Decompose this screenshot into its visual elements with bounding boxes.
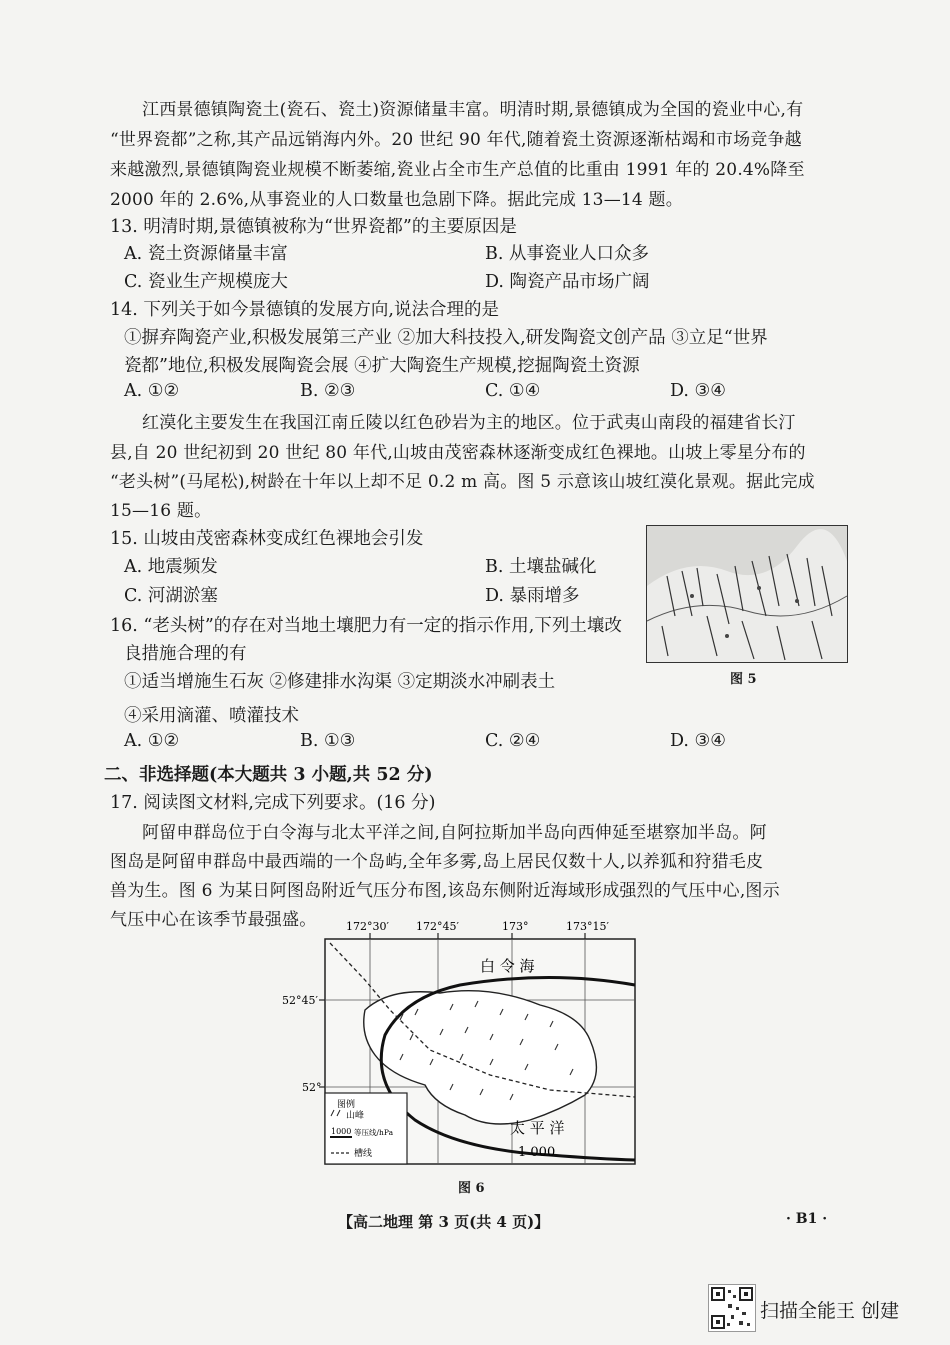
q13-option-a[interactable]: A. 瓷土资源储量丰富 — [124, 244, 288, 264]
lon-label-4: 173°15′ — [566, 920, 609, 933]
q16-stem-line2: 良措施合理的有 — [124, 644, 247, 664]
q14-option-c[interactable]: C. ①④ — [485, 381, 541, 401]
page-footer: 【高二地理 第 3 页(共 4 页)】 — [338, 1213, 550, 1231]
q17-line1: 阿留申群岛位于白令海与北太平洋之间,自阿拉斯加半岛向西伸延至堪察加半岛。阿 — [142, 823, 767, 843]
q17-line4: 气压中心在该季节最强盛。 — [110, 910, 317, 930]
legend-isobar-number: 1000 — [331, 1127, 352, 1136]
intro1-line4: 2000 年的 2.6%,从事瓷业的人口数量也急剧下降。据此完成 13—14 题。 — [110, 190, 683, 210]
q14-statement-line2: 瓷都”地位,积极发展陶瓷会展 ④扩大陶瓷生产规模,挖掘陶瓷土资源 — [124, 356, 640, 376]
lat-label-2: 52° — [302, 1081, 322, 1094]
intro2-line4: 15—16 题。 — [110, 501, 212, 521]
q17-stem: 17. 阅读图文材料,完成下列要求。(16 分) — [110, 793, 436, 813]
q15-option-c[interactable]: C. 河湖淤塞 — [124, 586, 218, 606]
q14-stem: 14. 下列关于如今景德镇的发展方向,说法合理的是 — [110, 300, 499, 320]
intro1-line3: 来越激烈,景德镇陶瓷业规模不断萎缩,瓷业占全市生产总值的比重由 1991 年的 20.4%降至 — [110, 160, 805, 180]
q14-option-a[interactable]: A. ①② — [124, 381, 180, 401]
q17-line2: 图岛是阿留申群岛中最西端的一个岛屿,全年多雾,岛上居民仅数十人,以养狐和狩猎毛皮 — [110, 852, 764, 872]
legend-trough-label: 槽线 — [354, 1149, 373, 1159]
q17-line3: 兽为生。图 6 为某日阿图岛附近气压分布图,该岛东侧附近海域形成强烈的气压中心,图示 — [110, 881, 780, 901]
lon-label-1: 172°30′ — [346, 920, 389, 933]
intro2-line2: 县,自 20 世纪初到 20 世纪 80 年代,山坡由茂密森林逐渐变成红色裸地。山坡上零星分布的 — [110, 443, 806, 463]
q15-option-d[interactable]: D. 暴雨增多 — [485, 586, 580, 606]
intro1-line2: “世界瓷都”之称,其产品远销海内外。20 世纪 90 年代,随着瓷土资源逐渐枯竭和市场竞争越 — [110, 130, 802, 150]
q16-option-d[interactable]: D. ③④ — [670, 731, 726, 751]
lon-label-3: 173° — [502, 920, 529, 933]
q16-stem-line1: 16. “老头树”的存在对当地土壤肥力有一定的指示作用,下列土壤改 — [110, 616, 622, 636]
intro1-line1: 江西景德镇陶瓷土(瓷石、瓷土)资源储量丰富。明清时期,景德镇成为全国的瓷业中心,有 — [142, 100, 804, 120]
intro2-line3: “老头树”(马尾松),树龄在十年以上却不足 0.2 m 高。图 5 示意该山坡红漠化景观。据此完成 — [110, 472, 815, 492]
q13-option-c[interactable]: C. 瓷业生产规模庞大 — [124, 272, 288, 292]
q15-option-a[interactable]: A. 地震频发 — [124, 557, 218, 577]
q15-stem: 15. 山坡由茂密森林变成红色裸地会引发 — [110, 529, 424, 549]
q13-option-d[interactable]: D. 陶瓷产品市场广阔 — [485, 272, 650, 292]
figure-5-hillside-image — [646, 525, 848, 663]
lon-label-2: 172°45′ — [416, 920, 459, 933]
q16-option-a[interactable]: A. ①② — [124, 731, 180, 751]
figure-6-pressure-map — [282, 915, 670, 1175]
intro2-line1: 红漠化主要发生在我国江南丘陵以红色砂岩为主的地区。位于武夷山南段的福建省长汀 — [142, 413, 796, 433]
figure-5-caption: 图 5 — [730, 672, 757, 687]
qr-code-icon — [708, 1284, 756, 1332]
q15-option-b[interactable]: B. 土壤盐碱化 — [485, 557, 597, 577]
q14-option-d[interactable]: D. ③④ — [670, 381, 726, 401]
q16-statement-line1: ①适当增施生石灰 ②修建排水沟渠 ③定期淡水冲刷表土 — [124, 672, 556, 692]
section-2-heading: 二、非选择题(本大题共 3 小题,共 52 分) — [104, 765, 433, 785]
legend-peak-label: 山峰 — [346, 1111, 365, 1121]
pacific-ocean-label: 太 平 洋 — [510, 1119, 565, 1137]
isobar-value-label: 1 000 — [518, 1145, 556, 1160]
q14-statement-line1: ①摒弃陶瓷产业,积极发展第三产业 ②加大科技投入,研发陶瓷文创产品 ③立足“世界 — [124, 328, 768, 348]
bering-sea-label: 白 令 海 — [480, 957, 535, 975]
q13-option-b[interactable]: B. 从事瓷业人口众多 — [485, 244, 649, 264]
q14-option-b[interactable]: B. ②③ — [300, 381, 356, 401]
figure-6-caption: 图 6 — [458, 1181, 485, 1196]
q16-option-b[interactable]: B. ①③ — [300, 731, 356, 751]
legend-isobar-label: 等压线/hPa — [354, 1128, 394, 1137]
q16-statement-line2: ④采用滴灌、喷灌技术 — [124, 706, 299, 726]
q16-option-c[interactable]: C. ②④ — [485, 731, 541, 751]
paper-code: · B1 · — [786, 1211, 828, 1227]
legend-box — [325, 1093, 407, 1164]
scanner-watermark: 扫描全能王 创建 — [760, 1300, 900, 1322]
lat-label-1: 52°45′ — [282, 994, 318, 1007]
q13-stem: 13. 明清时期,景德镇被称为“世界瓷都”的主要原因是 — [110, 217, 517, 237]
legend-title: 图例 — [337, 1100, 356, 1110]
